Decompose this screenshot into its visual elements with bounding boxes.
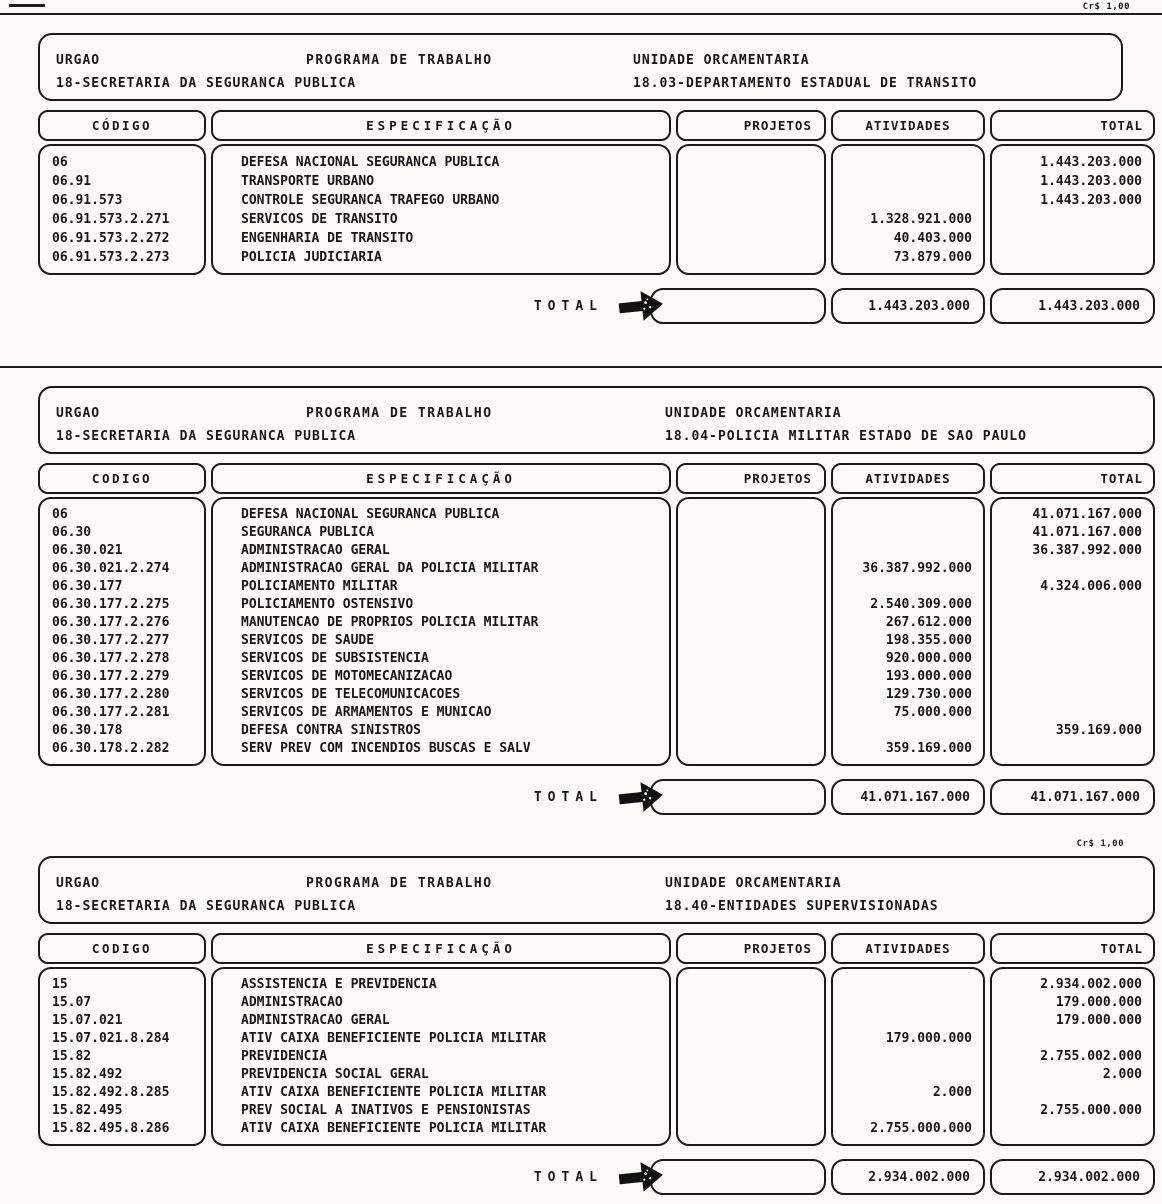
- total-projetos-box: [650, 779, 826, 815]
- column-body-total: [990, 967, 1155, 1146]
- table-cell-projetos: [678, 740, 824, 758]
- budget-table: [38, 933, 1155, 1146]
- table-cell-espec: ENGENHARIA DE TRANSITO: [241, 231, 414, 246]
- table-cell-codigo: 06.30.177: [52, 579, 123, 594]
- table-cell-total: [992, 229, 1153, 248]
- table-cell-atividades: 359.169.000: [885, 741, 972, 756]
- table-cell-codigo: 15.82: [52, 1049, 92, 1064]
- table-cell-codigo: 06.30.177.2.276: [52, 615, 170, 630]
- column-header-especificacao: ESPECIFICAÇÃO: [211, 933, 671, 964]
- table-cell-codigo: 06: [52, 507, 68, 522]
- column-header-especificacao: ESPECIFICAÇÃO: [211, 463, 671, 494]
- column-header-total: TOTAL: [990, 463, 1155, 494]
- table-cell-atividades: 179.000.000: [885, 1031, 972, 1046]
- total-atividades-box: 2.934.002.000: [831, 1159, 985, 1195]
- column-body-especificacao: [211, 144, 671, 275]
- column-body-codigo: [38, 144, 206, 275]
- column-header-projetos: PROJETOS: [676, 933, 826, 964]
- currency-note: Cr$ 1,00: [1082, 2, 1130, 12]
- table-cell-codigo: 06.30.178: [52, 723, 123, 738]
- table-cell-total: 179.000.000: [1055, 995, 1142, 1010]
- table-cell-espec: SERVICOS DE SAUDE: [241, 633, 375, 648]
- total-total-box: 41.071.167.000: [990, 779, 1155, 815]
- table-cell-total: [992, 650, 1153, 668]
- total-text: TOTAL: [533, 789, 603, 805]
- table-cell-codigo: 06.91.573.2.272: [52, 231, 170, 246]
- table-cell-codigo: 15.82.492: [52, 1067, 123, 1082]
- table-cell-espec: PREVIDENCIA SOCIAL GERAL: [241, 1067, 429, 1082]
- table-cell-espec: DEFESA NACIONAL SEGURANCA PUBLICA: [241, 507, 500, 522]
- table-cell-espec: PREVIDENCIA: [241, 1049, 328, 1064]
- unidade-label: UNIDADE ORCAMENTARIA: [665, 406, 842, 421]
- budget-table: [38, 463, 1155, 766]
- column-body-projetos: [676, 967, 826, 1146]
- budget-section-18-03: [38, 33, 1155, 324]
- table-cell-atividades: [833, 976, 983, 994]
- table-cell-projetos: [678, 1120, 824, 1138]
- grand-total-label: [534, 1159, 671, 1195]
- unidade-label: UNIDADE ORCAMENTARIA: [665, 876, 842, 891]
- orgao-label: URGAO: [56, 406, 101, 421]
- column-header-codigo: CÓDIGO: [38, 110, 206, 141]
- total-text: TOTAL: [533, 298, 603, 314]
- table-cell-codigo: 15.82.495: [52, 1103, 123, 1118]
- table-cell-total: 4.324.006.000: [1040, 579, 1142, 594]
- table-cell-atividades: 129.730.000: [885, 687, 972, 702]
- grand-total-row: [38, 1159, 1155, 1195]
- program-header-box: [38, 856, 1155, 924]
- table-cell-total: 179.000.000: [1055, 1013, 1142, 1028]
- table-cell-espec: PREV SOCIAL A INATIVOS E PENSIONISTAS: [241, 1103, 531, 1118]
- grand-total-label: [534, 779, 671, 815]
- column-body-atividades: [831, 967, 985, 1146]
- total-text: TOTAL: [533, 1169, 603, 1185]
- page-title: PROGRAMA DE TRABALHO: [306, 876, 493, 891]
- table-cell-codigo: 06: [52, 155, 68, 170]
- right-arrow-icon: [617, 1157, 667, 1198]
- table-cell-codigo: 06.30.177.2.277: [52, 633, 170, 648]
- table-cell-total: 41.071.167.000: [1032, 507, 1142, 522]
- column-body-projetos: [676, 497, 826, 766]
- table-cell-projetos: [678, 596, 824, 614]
- column-body-codigo: [38, 497, 206, 766]
- budget-section-18-04: [38, 386, 1155, 815]
- table-cell-projetos: [678, 560, 824, 578]
- table-cell-total: 41.071.167.000: [1032, 525, 1142, 540]
- table-cell-espec: ATIV CAIXA BENEFICIENTE POLICIA MILITAR: [241, 1121, 547, 1136]
- program-header-box: [38, 386, 1155, 454]
- table-cell-total: [992, 596, 1153, 614]
- table-cell-espec: DEFESA NACIONAL SEGURANCA PUBLICA: [241, 155, 500, 170]
- table-cell-atividades: 920.000.000: [885, 651, 972, 666]
- column-atividades: [831, 463, 985, 766]
- table-cell-total: 1.443.203.000: [1040, 174, 1142, 189]
- page-title: PROGRAMA DE TRABALHO: [306, 53, 493, 68]
- top-rule: [0, 13, 1162, 15]
- table-cell-espec: ADMINISTRACAO: [241, 995, 343, 1010]
- table-cell-atividades: 40.403.000: [893, 231, 972, 246]
- table-cell-atividades: [833, 1048, 983, 1066]
- table-cell-total: [992, 1030, 1153, 1048]
- table-cell-projetos: [678, 172, 824, 191]
- table-cell-atividades: [833, 1102, 983, 1120]
- table-cell-total: [992, 686, 1153, 704]
- orgao-label: URGAO: [56, 876, 101, 891]
- table-cell-espec: POLICIA JUDICIARIA: [241, 250, 382, 265]
- column-body-atividades: [831, 144, 985, 275]
- column-especificacao: [211, 463, 671, 766]
- table-cell-projetos: [678, 1084, 824, 1102]
- table-cell-projetos: [678, 632, 824, 650]
- unidade-name: 18.04-POLICIA MILITAR ESTADO DE SAO PAULO: [665, 429, 1027, 444]
- column-header-codigo: CODIGO: [38, 933, 206, 964]
- unidade-name: 18.40-ENTIDADES SUPERVISIONADAS: [665, 899, 939, 914]
- table-cell-total: 2.755.000.000: [1040, 1103, 1142, 1118]
- table-cell-projetos: [678, 248, 824, 267]
- budget-section-18-40: [38, 856, 1155, 1195]
- table-cell-projetos: [678, 524, 824, 542]
- table-cell-atividades: 267.612.000: [885, 615, 972, 630]
- table-cell-codigo: 15.82.492.8.285: [52, 1085, 170, 1100]
- table-cell-projetos: [678, 650, 824, 668]
- table-cell-codigo: 06.91.573: [52, 193, 123, 208]
- table-cell-espec: SERVICOS DE SUBSISTENCIA: [241, 651, 429, 666]
- unidade-label: UNIDADE ORCAMENTARIA: [633, 53, 810, 68]
- table-cell-atividades: 1.328.921.000: [870, 212, 972, 227]
- table-cell-projetos: [678, 1102, 824, 1120]
- table-cell-total: [992, 704, 1153, 722]
- column-total: [990, 110, 1155, 275]
- table-cell-espec: MANUTENCAO DE PROPRIOS POLICIA MILITAR: [241, 615, 539, 630]
- table-cell-codigo: 15: [52, 977, 68, 992]
- table-cell-codigo: 06.30.177.2.280: [52, 687, 170, 702]
- table-cell-codigo: 06.30.021.2.274: [52, 561, 170, 576]
- right-arrow-icon: [617, 777, 667, 818]
- column-projetos: [676, 110, 826, 275]
- grand-total-row: [38, 779, 1155, 815]
- table-cell-atividades: [833, 191, 983, 210]
- table-cell-atividades: 2.000: [932, 1085, 972, 1100]
- column-header-projetos: PROJETOS: [676, 110, 826, 141]
- table-cell-codigo: 15.07.021.8.284: [52, 1031, 170, 1046]
- column-header-especificacao: ESPECIFICAÇÃO: [211, 110, 671, 141]
- table-cell-projetos: [678, 1066, 824, 1084]
- program-header-box: [38, 33, 1123, 101]
- table-cell-espec: SERVICOS DE TRANSITO: [241, 212, 398, 227]
- column-especificacao: [211, 933, 671, 1146]
- table-cell-codigo: 15.82.495.8.286: [52, 1121, 170, 1136]
- column-projetos: [676, 933, 826, 1146]
- total-atividades-box: 1.443.203.000: [831, 288, 985, 324]
- table-cell-total: 359.169.000: [1055, 723, 1142, 738]
- table-cell-espec: ASSISTENCIA E PREVIDENCIA: [241, 977, 437, 992]
- total-projetos-box: [650, 1159, 826, 1195]
- total-total-box: 1.443.203.000: [990, 288, 1155, 324]
- column-body-especificacao: [211, 967, 671, 1146]
- table-cell-espec: CONTROLE SEGURANCA TRAFEGO URBANO: [241, 193, 500, 208]
- table-cell-projetos: [678, 153, 824, 172]
- column-body-especificacao: [211, 497, 671, 766]
- table-cell-total: [992, 560, 1153, 578]
- grand-total-row: [38, 288, 1155, 324]
- table-cell-total: [992, 740, 1153, 758]
- table-cell-atividades: 73.879.000: [893, 250, 972, 265]
- table-cell-total: [992, 632, 1153, 650]
- column-total: [990, 463, 1155, 766]
- page-title: PROGRAMA DE TRABALHO: [306, 406, 493, 421]
- table-cell-projetos: [678, 1012, 824, 1030]
- column-header-projetos: PROJETOS: [676, 463, 826, 494]
- column-header-atividades: ATIVIDADES: [831, 110, 985, 141]
- column-body-codigo: [38, 967, 206, 1146]
- table-cell-projetos: [678, 994, 824, 1012]
- column-especificacao: [211, 110, 671, 275]
- section-divider-rule: [0, 366, 1162, 368]
- table-cell-total: 2.755.002.000: [1040, 1049, 1142, 1064]
- table-cell-projetos: [678, 1030, 824, 1048]
- table-cell-total: 2.934.002.000: [1040, 977, 1142, 992]
- table-cell-total: [992, 1120, 1153, 1138]
- table-cell-projetos: [678, 686, 824, 704]
- column-header-codigo: CODIGO: [38, 463, 206, 494]
- column-header-atividades: ATIVIDADES: [831, 463, 985, 494]
- table-cell-codigo: 06.91: [52, 174, 92, 189]
- table-cell-codigo: 06.30: [52, 525, 92, 540]
- table-cell-total: [992, 668, 1153, 686]
- currency-note: Cr$ 1,00: [1076, 839, 1124, 849]
- table-cell-total: 36.387.992.000: [1032, 543, 1142, 558]
- table-cell-atividades: 75.000.000: [893, 705, 972, 720]
- table-cell-espec: TRANSPORTE URBANO: [241, 174, 375, 189]
- table-cell-espec: POLICIAMENTO OSTENSIVO: [241, 597, 414, 612]
- table-cell-projetos: [678, 506, 824, 524]
- table-cell-projetos: [678, 542, 824, 560]
- table-cell-codigo: 06.30.021: [52, 543, 123, 558]
- table-cell-atividades: 2.755.000.000: [870, 1121, 972, 1136]
- table-cell-total: [992, 614, 1153, 632]
- table-cell-atividades: [833, 542, 983, 560]
- table-cell-projetos: [678, 668, 824, 686]
- table-cell-codigo: 06.30.177.2.278: [52, 651, 170, 666]
- table-cell-atividades: 198.355.000: [885, 633, 972, 648]
- column-body-total: [990, 144, 1155, 275]
- column-header-atividades: ATIVIDADES: [831, 933, 985, 964]
- total-projetos-box: [650, 288, 826, 324]
- table-cell-espec: SERVICOS DE ARMAMENTOS E MUNICAO: [241, 705, 492, 720]
- table-cell-atividades: [833, 524, 983, 542]
- table-cell-total: 1.443.203.000: [1040, 193, 1142, 208]
- table-cell-total: [992, 210, 1153, 229]
- budget-table: [38, 110, 1155, 275]
- table-cell-espec: ATIV CAIXA BENEFICIENTE POLICIA MILITAR: [241, 1085, 547, 1100]
- table-cell-projetos: [678, 704, 824, 722]
- table-cell-codigo: 06.30.177.2.275: [52, 597, 170, 612]
- column-projetos: [676, 463, 826, 766]
- column-body-projetos: [676, 144, 826, 275]
- table-cell-projetos: [678, 614, 824, 632]
- table-cell-projetos: [678, 722, 824, 740]
- table-cell-atividades: 36.387.992.000: [862, 561, 972, 576]
- table-cell-atividades: 193.000.000: [885, 669, 972, 684]
- column-header-total: TOTAL: [990, 933, 1155, 964]
- table-cell-espec: SERVICOS DE TELECOMUNICACOES: [241, 687, 461, 702]
- column-codigo: [38, 463, 206, 766]
- table-cell-espec: SERVICOS DE MOTOMECANIZACAO: [241, 669, 453, 684]
- total-total-box: 2.934.002.000: [990, 1159, 1155, 1195]
- table-cell-atividades: [833, 1066, 983, 1084]
- table-cell-codigo: 15.07.021: [52, 1013, 123, 1028]
- table-cell-projetos: [678, 191, 824, 210]
- table-cell-espec: ADMINISTRACAO GERAL: [241, 1013, 390, 1028]
- table-cell-codigo: 06.30.178.2.282: [52, 741, 170, 756]
- column-body-total: [990, 497, 1155, 766]
- table-cell-espec: SEGURANCA PUBLICA: [241, 525, 375, 540]
- table-cell-total: [992, 248, 1153, 267]
- table-cell-codigo: 06.30.177.2.279: [52, 669, 170, 684]
- table-cell-total: 1.443.203.000: [1040, 155, 1142, 170]
- table-cell-atividades: 2.540.309.000: [870, 597, 972, 612]
- orgao-name: 18-SECRETARIA DA SEGURANCA PUBLICA: [56, 76, 357, 91]
- table-cell-espec: ATIV CAIXA BENEFICIENTE POLICIA MILITAR: [241, 1031, 547, 1046]
- table-cell-atividades: [833, 722, 983, 740]
- table-cell-projetos: [678, 210, 824, 229]
- table-cell-projetos: [678, 1048, 824, 1066]
- orgao-name: 18-SECRETARIA DA SEGURANCA PUBLICA: [56, 429, 357, 444]
- table-cell-atividades: [833, 1012, 983, 1030]
- right-arrow-icon: [617, 286, 667, 327]
- table-cell-espec: POLICIAMENTO MILITAR: [241, 579, 398, 594]
- scan-mark: [9, 4, 45, 7]
- table-cell-projetos: [678, 578, 824, 596]
- unidade-name: 18.03-DEPARTAMENTO ESTADUAL DE TRANSITO: [633, 76, 978, 91]
- table-cell-codigo: 06.91.573.2.273: [52, 250, 170, 265]
- table-cell-atividades: [833, 172, 983, 191]
- table-cell-atividades: [833, 506, 983, 524]
- table-cell-atividades: [833, 578, 983, 596]
- column-codigo: [38, 933, 206, 1146]
- table-cell-espec: DEFESA CONTRA SINISTROS: [241, 723, 422, 738]
- table-cell-total: [992, 1084, 1153, 1102]
- column-header-total: TOTAL: [990, 110, 1155, 141]
- table-cell-espec: ADMINISTRACAO GERAL: [241, 543, 390, 558]
- table-cell-atividades: [833, 994, 983, 1012]
- table-cell-codigo: 15.07: [52, 995, 92, 1010]
- grand-total-label: [534, 288, 671, 324]
- table-cell-codigo: 06.30.177.2.281: [52, 705, 170, 720]
- column-total: [990, 933, 1155, 1146]
- orgao-label: URGAO: [56, 53, 101, 68]
- table-cell-espec: SERV PREV COM INCENDIOS BUSCAS E SALV: [241, 741, 531, 756]
- table-cell-espec: ADMINISTRACAO GERAL DA POLICIA MILITAR: [241, 561, 539, 576]
- column-body-atividades: [831, 497, 985, 766]
- table-cell-total: 2.000: [1102, 1067, 1142, 1082]
- table-cell-codigo: 06.91.573.2.271: [52, 212, 170, 227]
- total-atividades-box: 41.071.167.000: [831, 779, 985, 815]
- table-cell-atividades: [833, 153, 983, 172]
- column-atividades: [831, 110, 985, 275]
- column-codigo: [38, 110, 206, 275]
- table-cell-projetos: [678, 229, 824, 248]
- orgao-name: 18-SECRETARIA DA SEGURANCA PUBLICA: [56, 899, 357, 914]
- table-cell-projetos: [678, 976, 824, 994]
- column-atividades: [831, 933, 985, 1146]
